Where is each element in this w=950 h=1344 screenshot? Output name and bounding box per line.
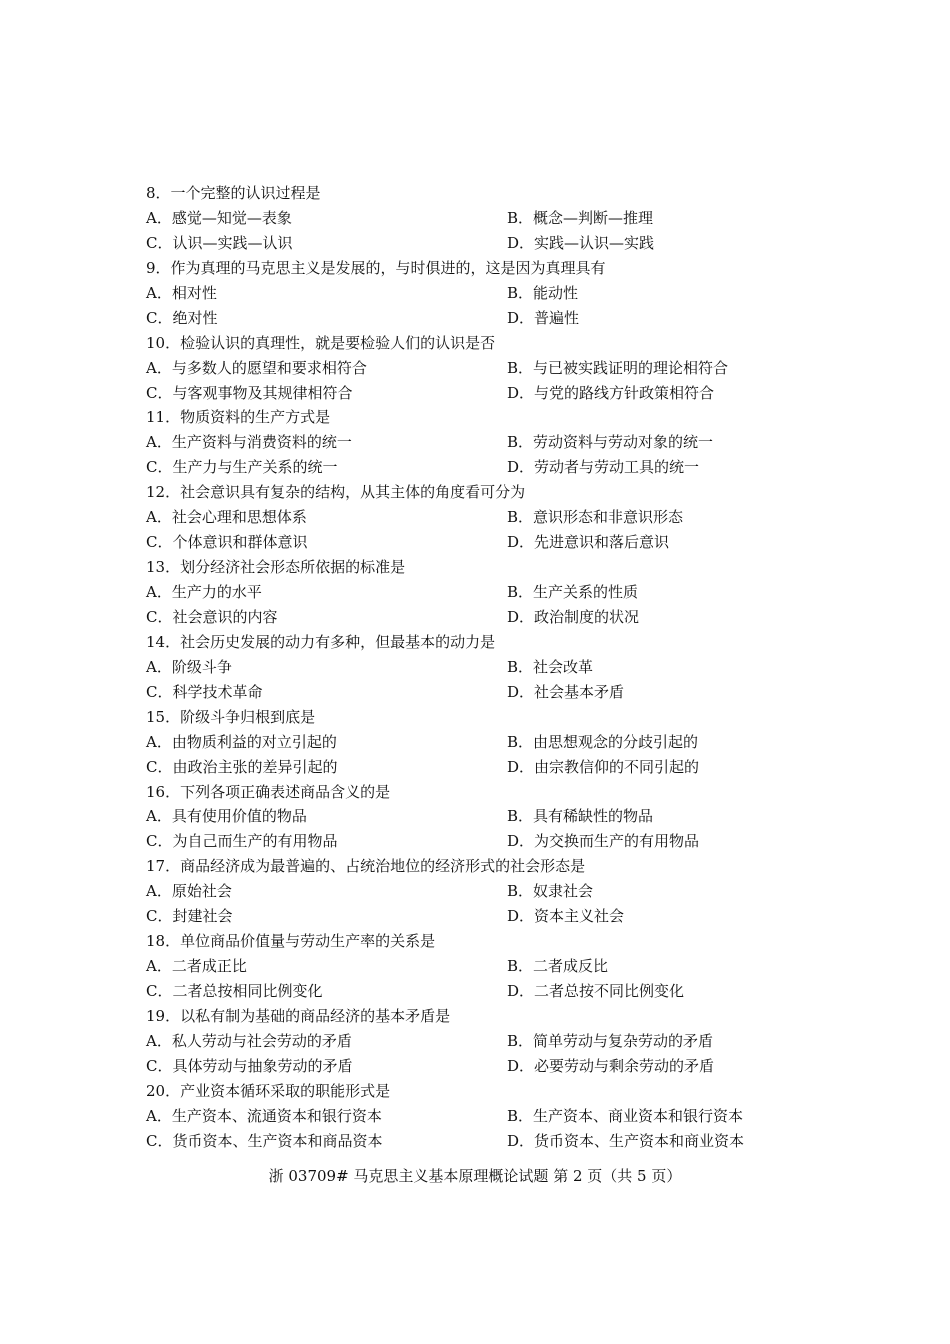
question-stem: 17．商品经济成为最普遍的、占统治地位的经济形式的社会形态是	[146, 857, 586, 876]
answer-option: B．概念—判断—推理	[507, 208, 654, 227]
answer-option: D．劳动者与劳动工具的统一	[507, 458, 700, 477]
answer-option: C．封建社会	[146, 907, 233, 926]
answer-option: A．相对性	[146, 283, 217, 302]
answer-option: A．原始社会	[146, 882, 232, 901]
answer-option: D．政治制度的状况	[507, 607, 640, 626]
answer-option: D．先进意识和落后意识	[507, 533, 670, 552]
option-row	[146, 455, 826, 480]
question-stem: 18．单位商品价值量与劳动生产率的关系是	[146, 932, 436, 951]
option-row	[146, 979, 826, 1004]
option-row	[146, 1129, 826, 1154]
answer-option: B．具有稀缺性的物品	[507, 807, 654, 826]
question-stem: 8．一个完整的认识过程是	[146, 184, 321, 202]
option-row	[146, 1054, 826, 1079]
answer-option: D．与党的路线方针政策相符合	[507, 383, 715, 402]
answer-option: C．生产力与生产关系的统一	[146, 458, 338, 477]
answer-option: B．与已被实践证明的理论相符合	[507, 358, 729, 377]
answer-option: C．社会意识的内容	[146, 607, 278, 626]
question-stem: 12．社会意识具有复杂的结构，从其主体的角度看可分为	[146, 483, 526, 502]
answer-option: D．货币资本、生产资本和商业资本	[507, 1131, 745, 1150]
question-stem: 13．划分经济社会形态所依据的标准是	[146, 558, 406, 577]
option-row	[146, 904, 826, 929]
option-row	[146, 356, 826, 381]
answer-option: A．由物质利益的对立引起的	[146, 732, 337, 751]
option-row	[146, 954, 826, 979]
option-row	[146, 430, 826, 455]
option-row	[146, 655, 826, 680]
question-stem: 10．检验认识的真理性，就是要检验人们的认识是否	[146, 333, 496, 352]
answer-option: C．绝对性	[146, 308, 218, 327]
option-row	[146, 281, 826, 306]
option-row	[146, 381, 826, 406]
answer-option: C．货币资本、生产资本和商品资本	[146, 1131, 383, 1150]
answer-option: B．生产资本、商业资本和银行资本	[507, 1106, 744, 1125]
answer-option: D．为交换而生产的有用物品	[507, 832, 700, 851]
answer-option: D．资本主义社会	[507, 907, 625, 926]
option-row	[146, 530, 826, 555]
answer-option: A．感觉—知觉—表象	[146, 208, 292, 227]
answer-option: C．由政治主张的差异引起的	[146, 757, 338, 776]
answer-option: B．劳动资料与劳动对象的统一	[507, 433, 714, 452]
answer-option: A．私人劳动与社会劳动的矛盾	[146, 1031, 352, 1050]
option-row	[146, 1104, 826, 1129]
answer-option: A．具有使用价值的物品	[146, 807, 307, 826]
answer-option: B．能动性	[507, 283, 579, 302]
answer-option: A．生产力的水平	[146, 583, 262, 601]
question-list	[146, 181, 826, 1154]
answer-option: C．与客观事物及其规律相符合	[146, 383, 353, 402]
option-row	[146, 680, 826, 705]
question-stem: 20．产业资本循环采取的职能形式是	[146, 1081, 391, 1100]
answer-option: A．二者成正比	[146, 957, 247, 976]
option-row	[146, 605, 826, 630]
answer-option: B．社会改革	[507, 657, 594, 676]
answer-option: B．二者成反比	[507, 957, 609, 976]
answer-option: C．为自己而生产的有用物品	[146, 832, 338, 851]
answer-option: B．由思想观念的分歧引起的	[507, 732, 699, 751]
answer-option: C．认识—实践—认识	[146, 233, 293, 252]
answer-option: B．奴隶社会	[507, 882, 594, 901]
option-row	[146, 829, 826, 854]
question-stem: 16．下列各项正确表述商品含义的是	[146, 782, 391, 801]
answer-option: B．生产关系的性质	[507, 583, 639, 601]
answer-option: A．生产资料与消费资料的统一	[146, 433, 352, 452]
option-row	[146, 879, 826, 904]
question-stem: 14．社会历史发展的动力有多种，但最基本的动力是	[146, 632, 496, 651]
option-row	[146, 231, 826, 256]
option-row	[146, 206, 826, 231]
question-stem: 11．物质资料的生产方式是	[146, 408, 331, 427]
option-row	[146, 306, 826, 331]
answer-option: B．简单劳动与复杂劳动的矛盾	[507, 1031, 714, 1050]
option-row	[146, 505, 826, 530]
answer-option: C．科学技术革命	[146, 682, 263, 701]
option-row	[146, 580, 826, 605]
answer-option: A．社会心理和思想体系	[146, 508, 307, 527]
answer-option: A．生产资本、流通资本和银行资本	[146, 1106, 382, 1125]
answer-option: D．实践—认识—实践	[507, 233, 655, 252]
answer-option: B．意识形态和非意识形态	[507, 508, 684, 527]
question-stem: 9．作为真理的马克思主义是发展的，与时俱进的，这是因为真理具有	[146, 258, 606, 277]
option-row	[146, 804, 826, 829]
option-row	[146, 730, 826, 755]
answer-option: A．与多数人的愿望和要求相符合	[146, 358, 367, 377]
page-footer: 浙 03709# 马克思主义基本原理概论试题 第 2 页（共 5 页）	[268, 1167, 682, 1185]
answer-option: D．社会基本矛盾	[507, 682, 625, 701]
answer-option: D．由宗教信仰的不同引起的	[507, 757, 700, 776]
answer-option: D．二者总按不同比例变化	[507, 982, 685, 1000]
answer-option: C．二者总按相同比例变化	[146, 982, 323, 1000]
answer-option: D．普遍性	[507, 308, 580, 327]
answer-option: C．具体劳动与抽象劳动的矛盾	[146, 1056, 353, 1075]
answer-option: D．必要劳动与剩余劳动的矛盾	[507, 1056, 715, 1075]
option-row	[146, 755, 826, 780]
question-stem: 19．以私有制为基础的商品经济的基本矛盾是	[146, 1006, 451, 1025]
option-row	[146, 1029, 826, 1054]
answer-option: C．个体意识和群体意识	[146, 533, 308, 552]
question-stem: 15．阶级斗争归根到底是	[146, 707, 316, 726]
answer-option: A．阶级斗争	[146, 657, 232, 676]
